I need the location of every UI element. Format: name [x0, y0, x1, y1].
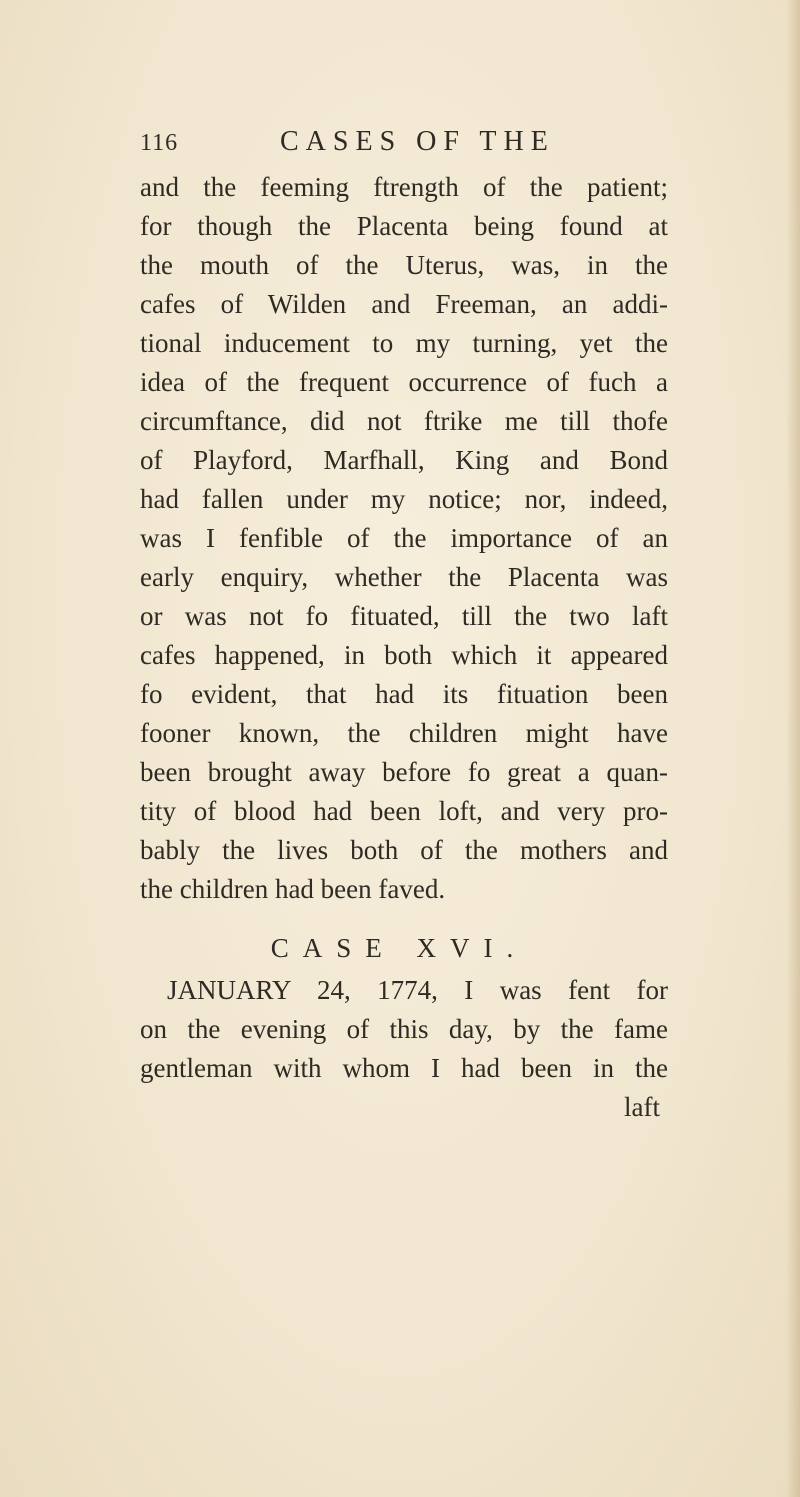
text-line: early enquiry, whether the Placenta was	[140, 562, 668, 592]
text-line: the mouth of the Uterus, was, in the	[140, 250, 668, 280]
page-number: 116	[140, 130, 179, 156]
paragraph-2	[140, 971, 668, 1127]
text-line: circumftance, did not ftrike me till thofe	[140, 406, 668, 436]
text-line: for though the Placenta being found at	[140, 211, 668, 241]
catchword: laft	[624, 1092, 660, 1122]
text-line: had fallen under my notice; nor, indeed,	[140, 484, 668, 514]
text-line: been brought away before fo great a quan-	[140, 757, 668, 787]
body-text	[140, 168, 668, 1127]
text-line: bably the lives both of the mothers and	[140, 835, 668, 865]
text-line: on the evening of this day, by the fame	[140, 1014, 668, 1044]
text-line: and the feeming ftrength of the patient;	[140, 172, 668, 202]
text-line: fooner known, the children might have	[140, 718, 668, 748]
text-line: cafes happened, in both which it appeared	[140, 640, 668, 670]
text-line: gentleman with whom I had been in the	[140, 1053, 668, 1083]
text-line: tity of blood had been loft, and very pro-	[140, 796, 668, 826]
text-line: tional inducement to my turning, yet the	[140, 328, 668, 358]
running-head: CASES OF THE	[280, 126, 555, 157]
text-line: cafes of Wilden and Freeman, an addi-	[140, 289, 668, 319]
case-heading: CASE XVI.	[270, 933, 528, 963]
page-header	[140, 126, 660, 166]
text-line: of Playford, Marfhall, King and Bond	[140, 445, 668, 475]
text-line: fo evident, that had its fituation been	[140, 679, 668, 709]
text-line: idea of the frequent occurrence of fuch a	[140, 367, 668, 397]
text-line: the children had been faved.	[140, 874, 446, 904]
paragraph-1	[140, 168, 668, 909]
text-line: was I fenfible of the importance of an	[140, 523, 668, 553]
text-line: JANUARY 24, 1774, I was fent for	[167, 975, 668, 1005]
text-line: or was not fo fituated, till the two laft	[140, 601, 668, 631]
page-edge-shadow	[786, 0, 800, 1497]
